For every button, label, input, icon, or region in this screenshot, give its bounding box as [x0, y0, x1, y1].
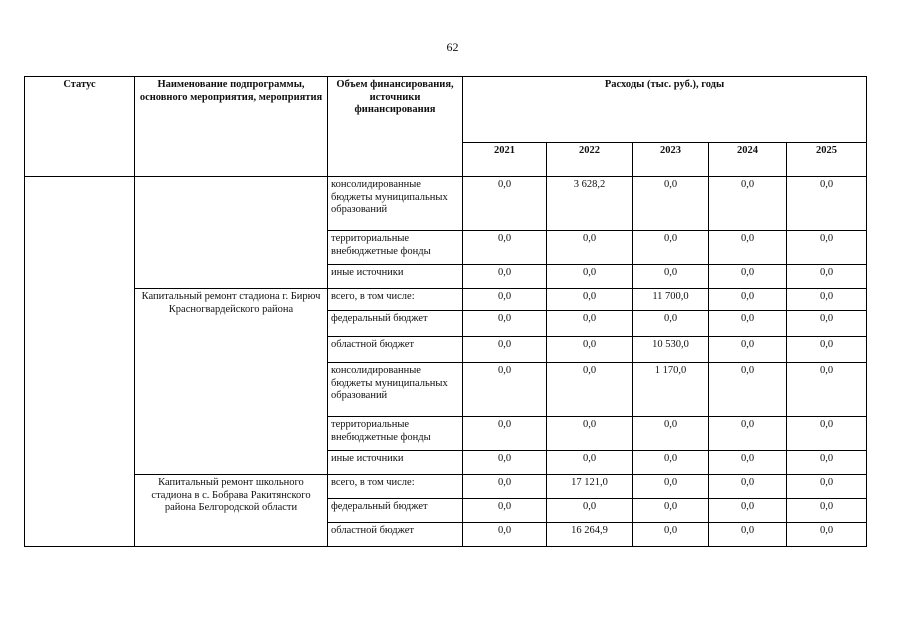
value-cell: 0,0	[547, 499, 633, 523]
value-cell: 0,0	[709, 337, 787, 363]
header-year: 2023	[633, 143, 709, 177]
value-cell: 0,0	[463, 311, 547, 337]
source-cell: консолидированные бюджеты муниципальных образований	[328, 363, 463, 417]
value-cell: 0,0	[709, 417, 787, 451]
source-cell: областной бюджет	[328, 523, 463, 547]
table-row	[25, 289, 867, 311]
value-cell: 0,0	[709, 311, 787, 337]
value-cell: 0,0	[787, 475, 867, 499]
value-cell: 0,0	[547, 265, 633, 289]
value-cell: 0,0	[633, 523, 709, 547]
value-cell: 0,0	[547, 417, 633, 451]
group-name	[135, 177, 328, 289]
value-cell: 0,0	[463, 337, 547, 363]
value-cell: 11 700,0	[633, 289, 709, 311]
table-row	[25, 177, 867, 231]
value-cell: 0,0	[463, 475, 547, 499]
table-body	[25, 177, 867, 547]
header-year: 2025	[787, 143, 867, 177]
value-cell: 0,0	[463, 523, 547, 547]
source-cell: всего, в том числе:	[328, 289, 463, 311]
value-cell: 0,0	[633, 499, 709, 523]
value-cell: 17 121,0	[547, 475, 633, 499]
value-cell: 0,0	[633, 265, 709, 289]
value-cell: 0,0	[787, 523, 867, 547]
status-cell	[25, 177, 135, 547]
header-status: Статус	[25, 77, 135, 177]
value-cell: 0,0	[709, 475, 787, 499]
value-cell: 0,0	[787, 289, 867, 311]
value-cell: 0,0	[709, 499, 787, 523]
value-cell: 0,0	[547, 337, 633, 363]
header-volume: Объем финансирования, источники финансирования	[328, 77, 463, 177]
source-cell: иные источники	[328, 265, 463, 289]
value-cell: 3 628,2	[547, 177, 633, 231]
value-cell: 0,0	[787, 177, 867, 231]
budget-table	[24, 76, 867, 547]
value-cell: 0,0	[547, 451, 633, 475]
value-cell: 0,0	[463, 417, 547, 451]
value-cell: 0,0	[709, 177, 787, 231]
value-cell: 0,0	[709, 265, 787, 289]
value-cell: 10 530,0	[633, 337, 709, 363]
value-cell: 0,0	[633, 231, 709, 265]
value-cell: 0,0	[463, 265, 547, 289]
value-cell: 0,0	[787, 337, 867, 363]
source-cell: федеральный бюджет	[328, 311, 463, 337]
value-cell: 0,0	[547, 231, 633, 265]
value-cell: 0,0	[709, 289, 787, 311]
value-cell: 0,0	[709, 231, 787, 265]
value-cell: 0,0	[787, 265, 867, 289]
source-cell: территориальные внебюджетные фонды	[328, 417, 463, 451]
source-cell: всего, в том числе:	[328, 475, 463, 499]
value-cell: 0,0	[463, 231, 547, 265]
value-cell: 0,0	[709, 523, 787, 547]
value-cell: 0,0	[787, 363, 867, 417]
value-cell: 0,0	[787, 417, 867, 451]
header-year: 2022	[547, 143, 633, 177]
value-cell: 0,0	[547, 289, 633, 311]
source-cell: территориальные внебюджетные фонды	[328, 231, 463, 265]
header-name: Наименование подпрограммы, основного мероприятия, мероприятия	[135, 77, 328, 177]
value-cell: 0,0	[547, 311, 633, 337]
group-name: Капитальный ремонт стадиона г. Бирюч Красногвардейского района	[135, 289, 328, 475]
value-cell: 16 264,9	[547, 523, 633, 547]
header-year: 2021	[463, 143, 547, 177]
value-cell: 0,0	[787, 311, 867, 337]
page-number: 62	[446, 40, 459, 54]
value-cell: 0,0	[709, 451, 787, 475]
value-cell: 0,0	[709, 363, 787, 417]
source-cell: иные источники	[328, 451, 463, 475]
value-cell: 0,0	[633, 417, 709, 451]
source-cell: федеральный бюджет	[328, 499, 463, 523]
value-cell: 0,0	[787, 231, 867, 265]
value-cell: 0,0	[463, 177, 547, 231]
value-cell: 0,0	[633, 311, 709, 337]
value-cell: 0,0	[463, 499, 547, 523]
source-cell: консолидированные бюджеты муниципальных образований	[328, 177, 463, 231]
value-cell: 0,0	[787, 451, 867, 475]
value-cell: 0,0	[547, 363, 633, 417]
table-row	[25, 475, 867, 499]
header-year: 2024	[709, 143, 787, 177]
group-name: Капитальный ремонт школьного стадиона в с. Бобрава Ракитянского района Белгородской области	[135, 475, 328, 547]
source-cell: областной бюджет	[328, 337, 463, 363]
value-cell: 0,0	[633, 475, 709, 499]
value-cell: 0,0	[463, 363, 547, 417]
value-cell: 1 170,0	[633, 363, 709, 417]
header-expenses: Расходы (тыс. руб.), годы	[463, 77, 867, 143]
value-cell: 0,0	[787, 499, 867, 523]
value-cell: 0,0	[633, 451, 709, 475]
value-cell: 0,0	[463, 451, 547, 475]
value-cell: 0,0	[463, 289, 547, 311]
value-cell: 0,0	[633, 177, 709, 231]
